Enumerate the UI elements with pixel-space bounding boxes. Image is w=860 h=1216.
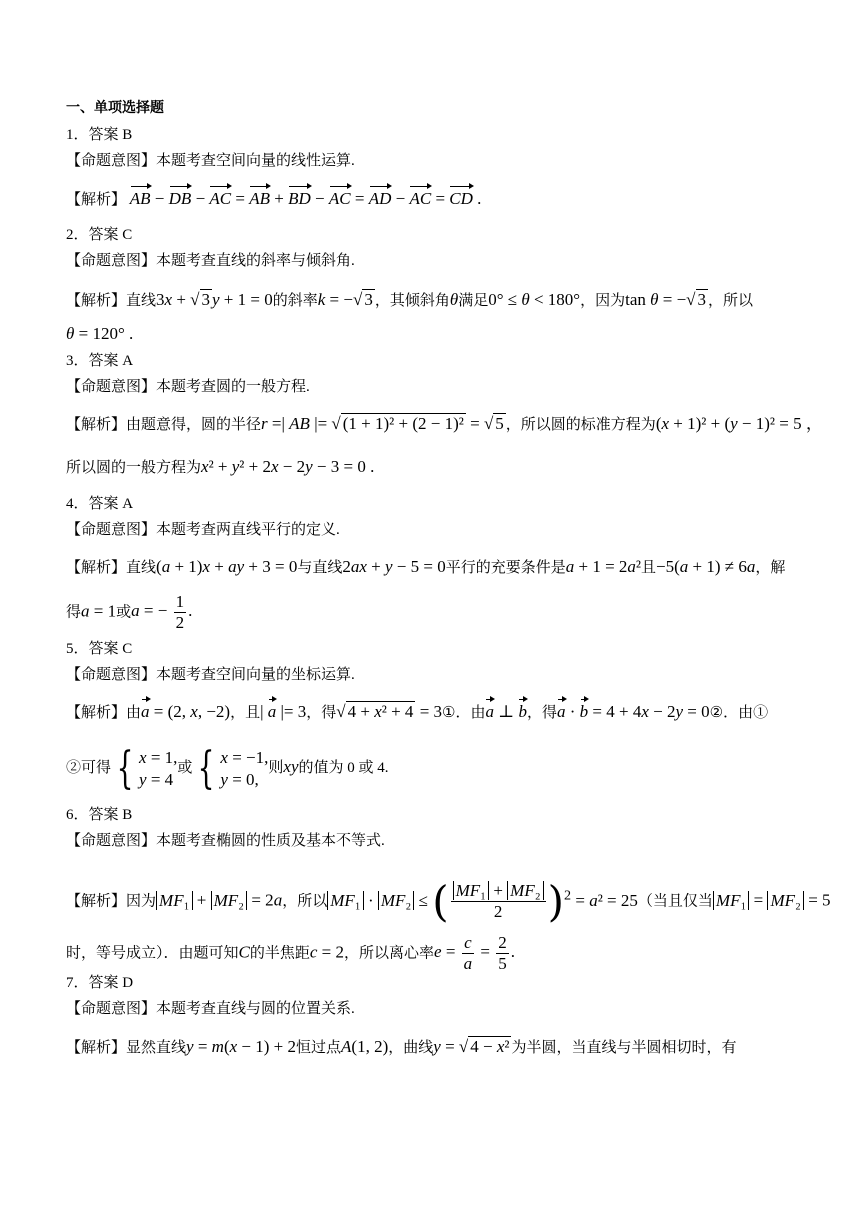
q3-answer: 3．答案 A [66, 353, 134, 369]
q3-analysis-line2: 所以圆的一般方程为x² + y² + 2x − 2y − 3 = 0 . [66, 457, 375, 476]
q7-intent: 【命题意图】本题考查直线与圆的位置关系. [66, 1001, 355, 1017]
q2-intent: 【命题意图】本题考查直线的斜率与倾斜角. [66, 253, 355, 269]
q4-analysis-line1: 【解析】直线(a + 1)x + ay + 3 = 0与直线2ax + y − 5 = 0平行的充要条件是a + 1 = 2a²且−5(a + 1) ≠ 6a，解 [66, 557, 786, 576]
q5-intent: 【命题意图】本题考查空间向量的坐标运算. [66, 667, 355, 683]
q6-analysis-line2: 时，等号成立）．由题可知C的半焦距c = 2，所以离心率e = $\frac{c}{a}$ = $\frac{2}{5}$ . [66, 933, 516, 973]
section-title: 一、单项选择题 [66, 100, 164, 116]
q3-intent: 【命题意图】本题考查圆的一般方程. [66, 379, 310, 395]
q5-answer: 5．答案 C [66, 641, 133, 657]
q5-analysis-line1: 【解析】由a = (2, x, −2)，且| a |= 3，得√ 4 + x² + 4 = 3①．由a ⊥ b，得a · b = 4 + 4x − 2y = 0②．由① [66, 702, 769, 721]
q2-analysis-line1: 【解析】直线3x + √ 3 y + 1 = 0的斜率k = −√ 3 ，其倾斜角θ满足0° ≤ θ < 180°，因为tan θ = −√ 3 ，所以 [66, 290, 754, 309]
q3-analysis-line1: 【解析】由题意得，圆的半径r =| AB |= √ (1 + 1)² + (2 − 1)² = √ 5 ，所以圆的标准方程为(x + 1)² + (y − 1)² = 5 ， [66, 414, 823, 433]
q1-intent: 【命题意图】本题考查空间向量的线性运算. [66, 153, 355, 169]
q2-analysis-line2: θ = 120° . [66, 324, 134, 343]
q4-answer: 4．答案 A [66, 496, 134, 512]
q1-analysis: 【解析】 AB − DB − AC = AB + BD − AC = AD − AC = CD . [66, 189, 482, 208]
q4-analysis-line2: 得a = 1或a = − $\frac{1}{2}$ . [66, 592, 193, 632]
q6-intent: 【命题意图】本题考查椭圆的性质及基本不等式. [66, 833, 385, 849]
q4-intent: 【命题意图】本题考查两直线平行的定义. [66, 522, 340, 538]
q7-analysis-line1: 【解析】显然直线y = m(x − 1) + 2恒过点A(1, 2)，曲线y = √ 4 − x² 为半圆，当直线与半圆相切时，有 [66, 1037, 737, 1056]
q6-analysis-line1: 【解析】因为 MF₁ + MF₂ = 2a，所以 MF₁ · MF₂ ≤ ( $\frac{\text{MF₁ + MF₂}}{2}$ )$^2$ = a² = 25（当且仅当 MF₁ = MF₂ = 5 [66, 876, 831, 926]
q7-answer: 7．答案 D [66, 975, 134, 991]
q2-answer: 2．答案 C [66, 227, 133, 243]
q6-answer: 6．答案 B [66, 807, 133, 823]
q1-answer: 1．答案 B [66, 127, 133, 143]
q5-analysis-line2: ②可得 { x = 1, y = 4 或 { x = −1, y = 0, 则xy的值为 0 或 4. [66, 742, 389, 794]
